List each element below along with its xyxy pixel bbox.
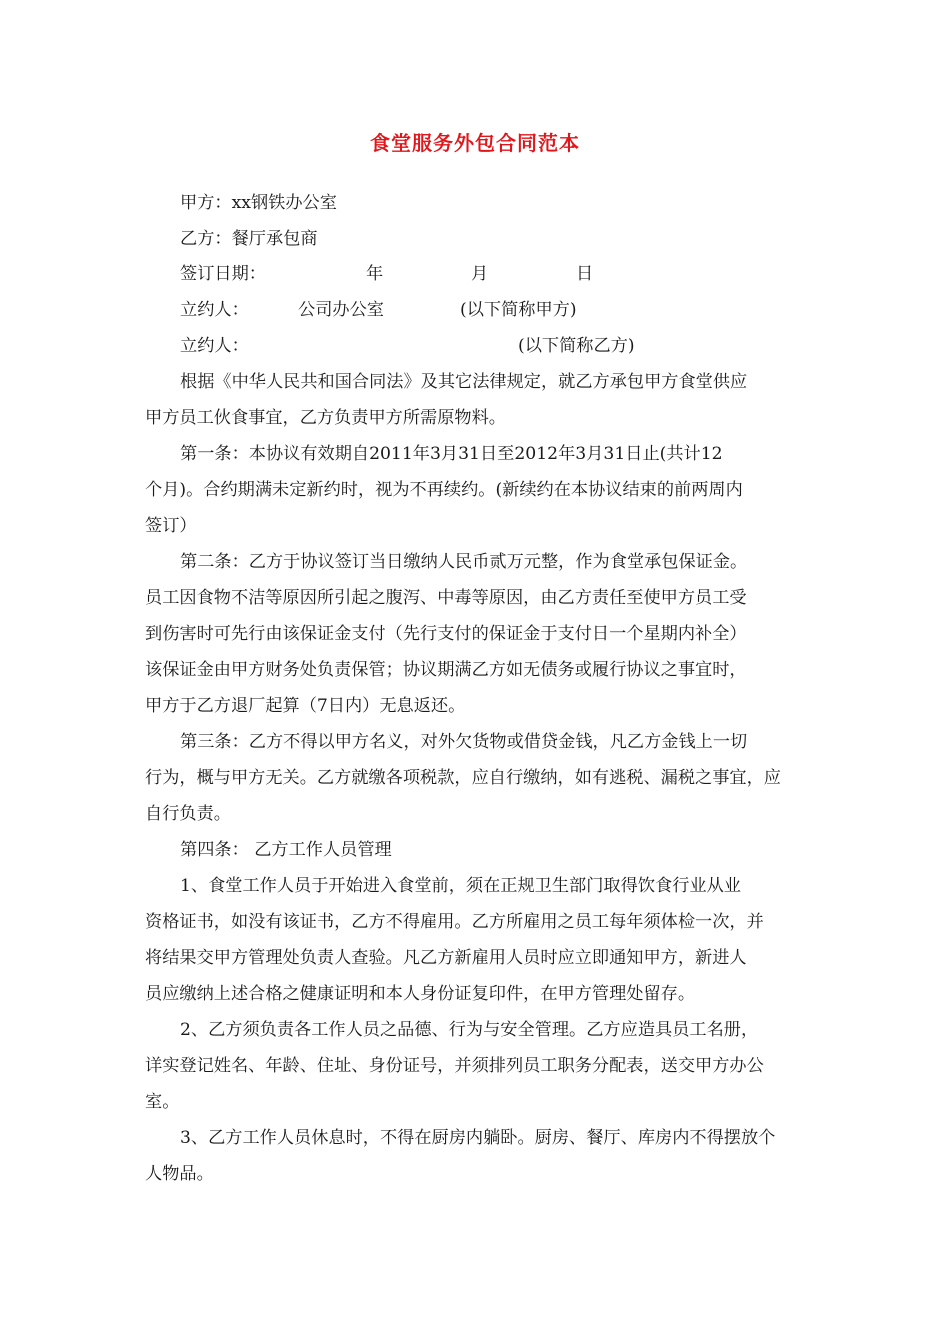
- signer-a-abbr: (以下简称甲方): [460, 300, 577, 320]
- body-line: 资格证书，如没有该证书，乙方不得雇用。乙方所雇用之员工每年须体检一次，并: [145, 912, 764, 932]
- article-4-heading-line: 第四条： 乙方工作人员管理: [180, 840, 392, 860]
- body-line: 自行负责。: [145, 804, 231, 824]
- body-line: 室。: [145, 1092, 180, 1112]
- sign-date-line: [180, 256, 810, 292]
- article-1-heading-line: 第一条：本协议有效期自2011年3月31日至2012年3月31日止(共计12: [180, 444, 723, 464]
- body-line: 根据《中华人民共和国合同法》及其它法律规定，就乙方承包甲方食堂供应: [180, 372, 748, 392]
- sign-date-label: 签订日期：: [180, 264, 266, 284]
- party-a-line: 甲方：xx钢铁办公室: [180, 193, 337, 213]
- signer-b-abbr: (以下简称乙方): [518, 336, 635, 356]
- signer-b-line: [180, 328, 810, 364]
- signer-b-label: 立约人：: [180, 336, 249, 356]
- signer-a-name: 公司办公室: [298, 300, 384, 320]
- body-line: 行为，概与甲方无关。乙方就缴各项税款，应自行缴纳，如有逃税、漏税之事宜，应: [145, 768, 781, 788]
- clause-1-line: 1、食堂工作人员于开始进入食堂前，须在正规卫生部门取得饮食行业从业: [180, 876, 741, 896]
- body-line: 人物品。: [145, 1164, 214, 1184]
- body-line: 详实登记姓名、年龄、住址、身份证号，并须排列员工职务分配表，送交甲方办公: [145, 1056, 764, 1076]
- body-line: 甲方员工伙食事宜，乙方负责甲方所需原物料。: [145, 408, 506, 428]
- body-line: 到伤害时可先行由该保证金支付（先行支付的保证金于支付日一个星期内补全）: [145, 624, 747, 644]
- party-b-line: 乙方：餐厅承包商: [180, 229, 318, 249]
- sign-date-day: 日: [576, 264, 594, 284]
- sign-date-month: 月: [471, 264, 489, 284]
- body-line: 个月)。合约期满未定新约时，视为不再续约。(新续约在本协议结束的前两周内: [145, 480, 743, 500]
- body-line: 该保证金由甲方财务处负责保管；协议期满乙方如无债务或履行协议之事宜时，: [145, 660, 747, 680]
- body-line: 签订）: [145, 516, 197, 536]
- signer-a-label: 立约人：: [180, 300, 249, 320]
- body-line: 员应缴纳上述合格之健康证明和本人身份证复印件，在甲方管理处留存。: [145, 984, 696, 1004]
- clause-2-line: 2、乙方须负责各工作人员之品德、行为与安全管理。乙方应造具员工名册，: [180, 1020, 759, 1040]
- article-2-heading-line: 第二条：乙方于协议签订当日缴纳人民币贰万元整，作为食堂承包保证金。: [180, 552, 748, 572]
- sign-date-year: 年: [366, 264, 384, 284]
- article-3-heading-line: 第三条：乙方不得以甲方名义，对外欠货物或借贷金钱，凡乙方金钱上一切: [180, 732, 748, 752]
- document-title: 食堂服务外包合同范本: [370, 131, 580, 155]
- body-line: 员工因食物不洁等原因所引起之腹泻、中毒等原因，由乙方责任至使甲方员工受: [145, 588, 747, 608]
- clause-3-line: 3、乙方工作人员休息时，不得在厨房内躺卧。厨房、餐厅、库房内不得摆放个: [180, 1128, 776, 1148]
- signer-a-line: [180, 292, 810, 328]
- body-line: 甲方于乙方退厂起算（7日内）无息返还。: [145, 696, 466, 716]
- body-line: 将结果交甲方管理处负责人查验。凡乙方新雇用人员时应立即通知甲方，新进人: [145, 948, 747, 968]
